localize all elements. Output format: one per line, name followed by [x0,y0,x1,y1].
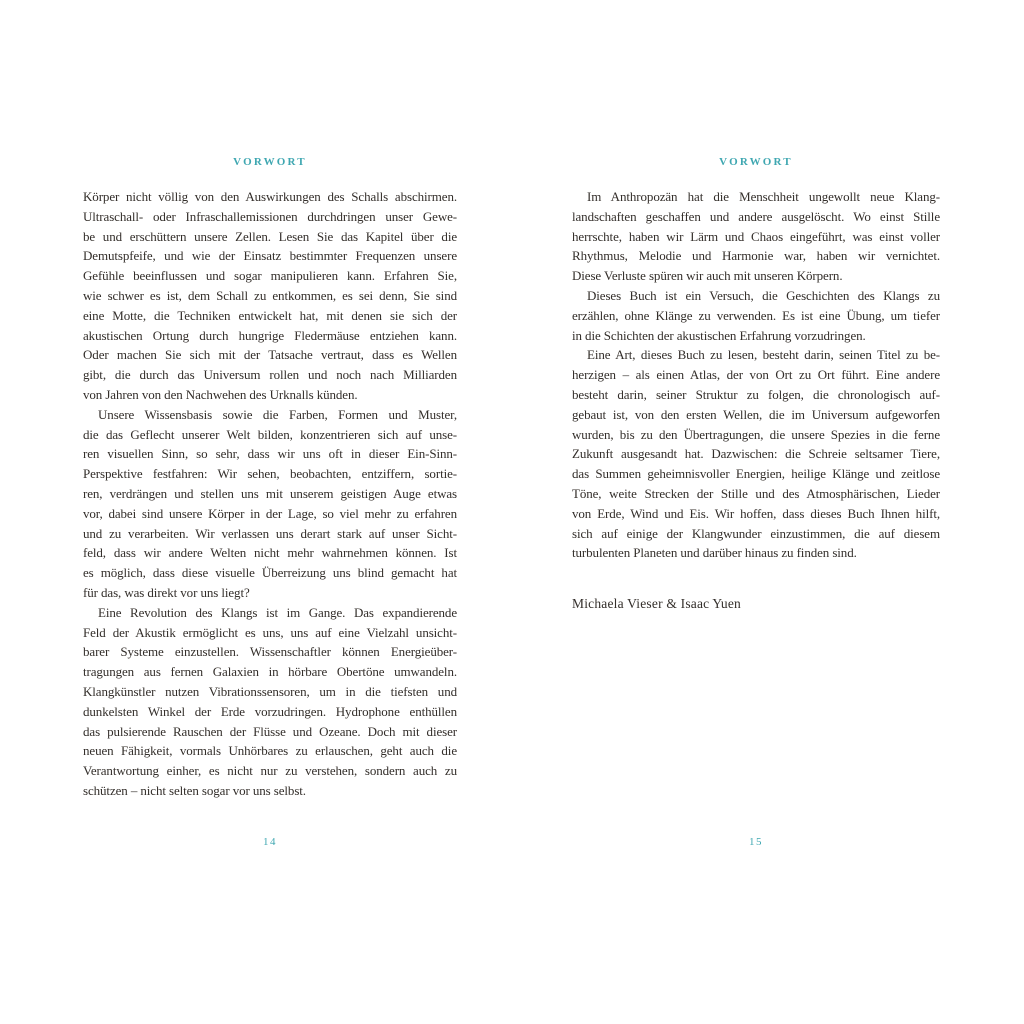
text-line: vor, dabei sind unsere Körper in der Lage, so viel mehr zu erfahren [83,505,457,521]
text-line: herrschte, haben wir Lärm und Chaos eingeführt, was einst voller [572,228,940,244]
text-line: Feld der Akustik ermöglicht es uns, uns auf eine Vielzahl unsicht- [83,624,457,640]
text-line: neuen Fähigkeit, vormals Unhörbares zu erlauschen, geht auch die [83,743,457,759]
author-signature: Michaela Vieser & Isaac Yuen [572,596,741,612]
text-line: Rhythmus, Melodie und Harmonie war, haben wir vernichtet. [572,248,940,264]
text-line: es möglich, dass diese visuelle Überreizung uns blind gemacht hat [83,565,457,581]
text-line: be und erschüttern unsere Zellen. Lesen Sie das Kapitel über die [83,228,457,244]
text-line: tragungen aus fernen Galaxien in hörbare Obertöne umwandeln. [83,664,457,680]
text-line: ren, verdrängen und stellen uns mit unserem geistigen Auge etwas [83,485,457,501]
text-line: dunkelsten Winkel der Erde vorzudringen. Hydrophone enthüllen [83,703,457,719]
page-body-right [572,187,940,614]
text-line: das pulsierende Rauschen der Flüsse und Ozeane. Doch mit dieser [83,723,457,739]
text-line: Klangkünstler nutzen Vibrationssensoren, um in die tiefsten und [83,683,457,699]
text-line: herzigen – als einen Atlas, der von Ort zu Ort führt. Eine andere [572,367,940,383]
text-line: wurden, bis zu den Übertragungen, die unsere Spezies in die ferne [572,426,940,442]
text-line: Oder machen Sie sich mit der Tatsache vertraut, dass es Wellen [83,347,457,363]
page-right [572,0,940,1024]
text-line: Körper nicht völlig von den Auswirkungen des Schalls abschirmen. [83,189,457,204]
text-line: von Jahren von den Nachwehen des Urknalls künden. [83,386,358,402]
text-line: erzählen, ohne Klänge zu verwenden. Es ist eine Übung, um tiefer [572,307,940,323]
text-line: das Summen geheimnisvoller Energien, heilige Klänge und zeitlose [572,466,940,482]
text-line: Töne, weite Strecken der Stille und des Atmosphärischen, Lieder [572,485,940,501]
paragraph [572,345,940,563]
page-number-left: 14 [263,836,277,848]
text-line: Dieses Buch ist ein Versuch, die Geschichten des Klangs zu [587,287,940,303]
page-number-right: 15 [749,836,763,848]
text-line: Verantwortung einher, es nicht nur zu verstehen, sondern auch zu [83,763,457,779]
text-line: Gefühle beeinflussen und sogar manipulieren kann. Erfahren Sie, [83,268,457,284]
text-line: eine Motte, die Techniken entwickelt hat, mit denen sie sich der [83,307,457,323]
text-line: schützen – nicht selten sogar vor uns selbst. [83,782,306,798]
text-line: wie schwer es ist, dem Schall zu entkommen, es sei denn, Sie sind [83,287,457,303]
text-line: Unsere Wissensbasis sowie die Farben, Formen und Muster, [98,406,457,422]
paragraph [83,405,457,603]
text-line: Ultraschall- oder Infraschallemissionen durchdringen unser Gewe- [83,208,457,224]
text-line: gibt, die durch das Universum rollen und noch nach Milliarden [83,367,457,383]
text-line: Diese Verluste spüren wir auch mit unseren Körpern. [572,268,843,284]
text-line: turbulenten Planeten und darüber hinaus zu finden sind. [572,545,857,561]
text-line: in die Schichten der akustischen Erfahrung vorzudringen. [572,327,866,343]
paragraph [83,187,457,405]
text-line: Zukunft ausgesandt hat. Dazwischen: die Schreie seltsamer Tiere, [572,446,940,462]
text-line: von Erde, Wind und Eis. Wir hoffen, dass dieses Buch Ihnen hilft, [572,505,940,521]
page-left [83,0,457,1024]
paragraph [572,187,940,286]
text-line: besteht darin, seiner Struktur zu folgen, die chronologisch auf- [572,386,940,402]
running-head-left: VORWORT [233,156,307,168]
text-line: Perspektive festfahren: Wir sehen, beobachten, entziffern, sortie- [83,466,457,482]
text-line: für das, was direkt vor uns liegt? [83,584,250,600]
text-line: landschaften geschaffen und andere ausgelöscht. Wo einst Stille [572,208,940,224]
text-line: und zu verarbeiten. Wir verlassen uns derart stark auf unser Sicht- [83,525,457,541]
text-line: Demutspfeife, und wie der Einsatz bestimmter Frequenzen unsere [83,248,457,264]
text-line: Eine Art, dieses Buch zu lesen, besteht darin, seinen Titel zu be- [587,347,940,363]
text-line: Im Anthropozän hat die Menschheit ungewollt neue Klang- [587,189,940,204]
text-line: gebaut ist, von den ersten Wellen, die im Universum aufgeworfen [572,406,940,422]
paragraph [83,603,457,801]
text-line: akustischen Ortung durch hungrige Fledermäuse entziehen kann. [83,327,457,343]
text-line: feld, dass wir andere Welten nicht mehr wahrnehmen können. Ist [83,545,457,561]
paragraph [572,286,940,345]
text-line: ren visuellen Sinn, so sehr, dass wir uns oft in dieser Ein-Sinn- [83,446,457,462]
text-line: sich auf einige der Klangwunder einzustimmen, die auf diesem [572,525,940,541]
page-body-left [83,187,457,801]
text-line: barer Systeme einzustellen. Wissenschaftler können Energieüber- [83,644,457,660]
text-line: Eine Revolution des Klangs ist im Gange. Das expandierende [98,604,457,620]
running-head-right: VORWORT [719,156,793,168]
text-line: die das Geflecht unserer Welt bilden, konzentrieren sich auf unse- [83,426,457,442]
